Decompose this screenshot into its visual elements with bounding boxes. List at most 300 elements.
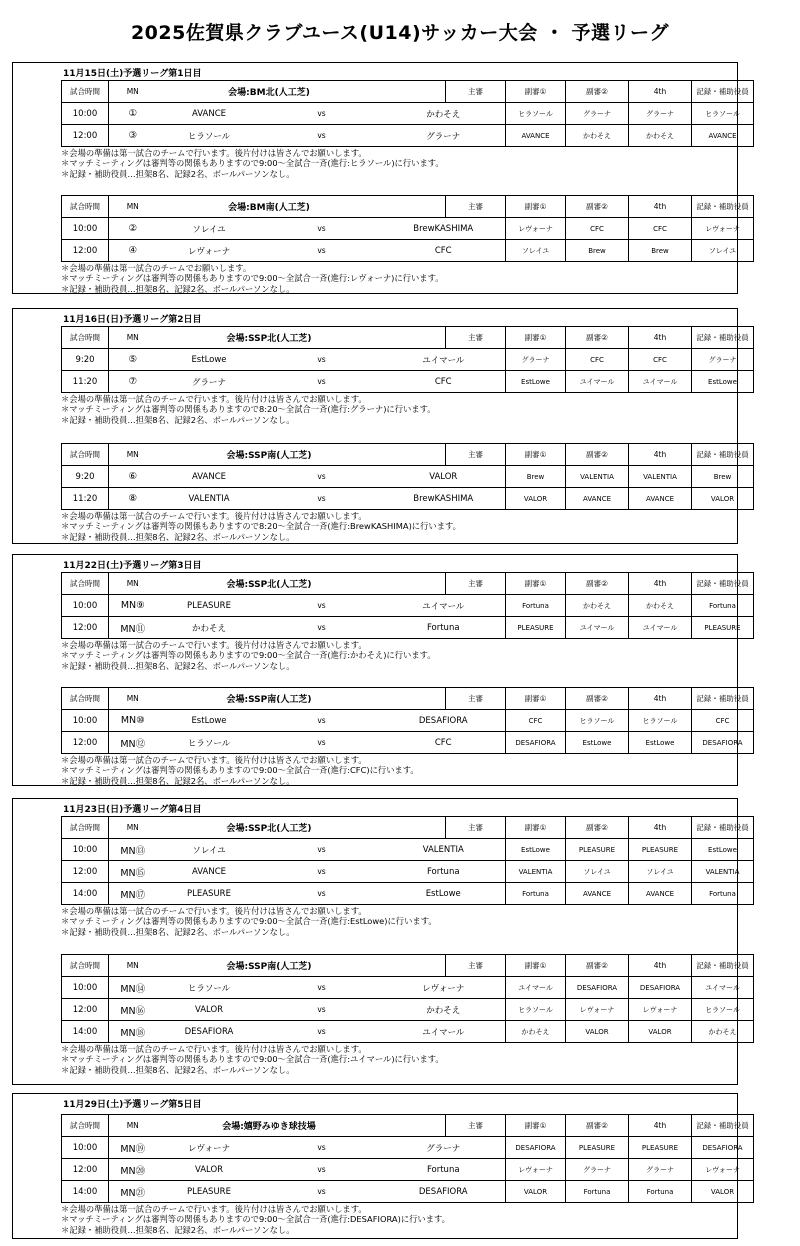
venue-name: 会場:BM北(人工芝) xyxy=(157,81,382,103)
note-line: ＊会場の準備は第一試合のチームで行います。後片付けは皆さんでお願いします。 xyxy=(61,906,367,916)
header-spacer xyxy=(382,81,446,103)
venue-block xyxy=(61,326,753,425)
home-team: ヒラソール xyxy=(157,977,262,999)
match-time: 10:00 xyxy=(62,977,109,999)
venue-notes xyxy=(61,148,753,179)
fourth-official: レヴォーナ xyxy=(692,1159,754,1181)
match-time: 12:00 xyxy=(62,732,109,754)
assistant-referee-1: Brew xyxy=(566,240,629,262)
assistant-referee-2: VALENTIA xyxy=(629,466,692,488)
vs-label: vs xyxy=(262,1181,382,1203)
assistant-referee-2: AVANCE xyxy=(629,883,692,905)
match-number: ⑦ xyxy=(109,371,157,393)
match-row xyxy=(62,861,754,883)
header-mn: MN xyxy=(109,327,157,349)
schedule-table xyxy=(61,954,754,1043)
header-row xyxy=(62,955,754,977)
assistant-referee-1: ユイマール xyxy=(566,617,629,639)
main-referee: VALENTIA xyxy=(506,861,566,883)
assistant-referee-2: ヒラソール xyxy=(629,710,692,732)
fourth-official: EstLowe xyxy=(692,371,754,393)
home-team: ソレイユ xyxy=(157,218,262,240)
match-number: ⑥ xyxy=(109,466,157,488)
header-mn: MN xyxy=(109,688,157,710)
match-time: 11:20 xyxy=(62,371,109,393)
assistant-referee-1: かわそえ xyxy=(566,125,629,147)
header-referee: 主審 xyxy=(446,327,506,349)
header-record: 記録・補助役員 xyxy=(692,81,754,103)
main-referee: ヒラソール xyxy=(506,999,566,1021)
assistant-referee-2: PLEASURE xyxy=(629,1137,692,1159)
match-time: 12:00 xyxy=(62,999,109,1021)
match-time: 11:20 xyxy=(62,488,109,510)
header-time: 試合時間 xyxy=(62,817,109,839)
assistant-referee-1: CFC xyxy=(566,218,629,240)
assistant-referee-2: Brew xyxy=(629,240,692,262)
fourth-official: かわそえ xyxy=(692,1021,754,1043)
venue-name: 会場:BM南(人工芝) xyxy=(157,196,382,218)
match-number: MN⑳ xyxy=(109,1159,157,1181)
schedule-table xyxy=(61,443,754,510)
header-mn: MN xyxy=(109,955,157,977)
away-team: ユイマール xyxy=(382,1021,506,1043)
header-time: 試合時間 xyxy=(62,81,109,103)
note-line: ＊記録・補助役員…担架8名、記録2名、ボールパーソンなし。 xyxy=(61,1064,295,1075)
venue-notes xyxy=(61,1044,753,1075)
match-row xyxy=(62,218,754,240)
assistant-referee-2: グラーナ xyxy=(629,1159,692,1181)
assistant-referee-1: PLEASURE xyxy=(566,1137,629,1159)
vs-label: vs xyxy=(262,861,382,883)
main-referee: Fortuna xyxy=(506,883,566,905)
header-assistant-1: 副審① xyxy=(506,573,566,595)
away-team: VALOR xyxy=(382,466,506,488)
note-line: ＊マッチミーティングは審判等の関係もありますので9:00～全試合一斉(進行:ヒラソール)に行います。 xyxy=(61,158,444,169)
venue-name: 会場:SSP北(人工芝) xyxy=(157,573,382,595)
header-time: 試合時間 xyxy=(62,573,109,595)
fourth-official: レヴォーナ xyxy=(692,218,754,240)
main-referee: PLEASURE xyxy=(506,617,566,639)
header-assistant-1: 副審① xyxy=(506,688,566,710)
schedule-table xyxy=(61,687,754,754)
match-time: 9:20 xyxy=(62,349,109,371)
main-referee: かわそえ xyxy=(506,1021,566,1043)
match-number: MN⑱ xyxy=(109,1021,157,1043)
match-time: 10:00 xyxy=(62,1137,109,1159)
header-time: 試合時間 xyxy=(62,955,109,977)
venue-name: 会場:SSP南(人工芝) xyxy=(157,955,382,977)
venue-notes xyxy=(61,755,753,786)
venue-block xyxy=(61,687,753,786)
venue-notes xyxy=(61,511,753,542)
page-title: 2025佐賀県クラブユース(U14)サッカー大会 ・ 予選リーグ xyxy=(130,22,670,44)
home-team: ソレイユ xyxy=(157,839,262,861)
match-row xyxy=(62,1181,754,1203)
note-line: ＊マッチミーティングは審判等の関係もありますので9:00～全試合一斉(進行:EstLowe)に行います。 xyxy=(61,916,437,927)
note-line: ＊マッチミーティングは審判等の関係もありますので8:20～全試合一斉(進行:グラーナ)に行います。 xyxy=(61,404,436,415)
match-number: ① xyxy=(109,103,157,125)
match-row xyxy=(62,732,754,754)
header-mn: MN xyxy=(109,444,157,466)
vs-label: vs xyxy=(262,466,382,488)
assistant-referee-2: AVANCE xyxy=(629,488,692,510)
header-row xyxy=(62,817,754,839)
day-title: 11月16日(日)予選リーグ第2日目 xyxy=(63,315,202,325)
header-record: 記録・補助役員 xyxy=(692,688,754,710)
note-line: ＊マッチミーティングは審判等の関係もありますので9:00～全試合一斉(進行:レヴォーナ)に行います。 xyxy=(61,273,444,284)
away-team: グラーナ xyxy=(382,125,506,147)
header-fourth: 4th xyxy=(629,1115,692,1137)
match-time: 14:00 xyxy=(62,1021,109,1043)
home-team: DESAFIORA xyxy=(157,1021,262,1043)
header-spacer xyxy=(382,327,446,349)
fourth-official: VALENTIA xyxy=(692,861,754,883)
vs-label: vs xyxy=(262,1159,382,1181)
note-line: ＊マッチミーティングは審判等の関係もありますので9:00～全試合一斉(進行:DESAFIORA)に行います。 xyxy=(61,1214,450,1225)
header-time: 試合時間 xyxy=(62,327,109,349)
fourth-official: ユイマール xyxy=(692,977,754,999)
match-time: 10:00 xyxy=(62,710,109,732)
vs-label: vs xyxy=(262,732,382,754)
schedule-table xyxy=(61,816,754,905)
venue-block xyxy=(61,195,753,294)
vs-label: vs xyxy=(262,349,382,371)
match-number: MN⑯ xyxy=(109,999,157,1021)
day-title: 11月29日(土)予選リーグ第5日目 xyxy=(63,1100,202,1110)
header-record: 記録・補助役員 xyxy=(692,196,754,218)
header-mn: MN xyxy=(109,573,157,595)
main-referee: レヴォーナ xyxy=(506,218,566,240)
header-row xyxy=(62,573,754,595)
header-row xyxy=(62,688,754,710)
header-assistant-2: 副審② xyxy=(566,1115,629,1137)
venue-block xyxy=(61,80,753,179)
away-team: Fortuna xyxy=(382,861,506,883)
assistant-referee-1: AVANCE xyxy=(566,488,629,510)
match-row xyxy=(62,839,754,861)
home-team: VALENTIA xyxy=(157,488,262,510)
match-number: ④ xyxy=(109,240,157,262)
note-line: ＊会場の準備は第一試合のチームで行います。後片付けは皆さんでお願いします。 xyxy=(61,1044,367,1054)
vs-label: vs xyxy=(262,839,382,861)
vs-label: vs xyxy=(262,488,382,510)
vs-label: vs xyxy=(262,977,382,999)
header-spacer xyxy=(382,573,446,595)
day-title: 11月15日(土)予選リーグ第1日目 xyxy=(63,69,202,79)
fourth-official: EstLowe xyxy=(692,839,754,861)
vs-label: vs xyxy=(262,1137,382,1159)
assistant-referee-1: ソレイユ xyxy=(566,861,629,883)
main-referee: Fortuna xyxy=(506,595,566,617)
match-time: 12:00 xyxy=(62,125,109,147)
main-referee: ソレイユ xyxy=(506,240,566,262)
away-team: かわそえ xyxy=(382,103,506,125)
home-team: PLEASURE xyxy=(157,595,262,617)
match-time: 10:00 xyxy=(62,839,109,861)
assistant-referee-1: グラーナ xyxy=(566,103,629,125)
header-assistant-2: 副審② xyxy=(566,955,629,977)
match-row xyxy=(62,1137,754,1159)
away-team: ユイマール xyxy=(382,349,506,371)
match-number: MN⑮ xyxy=(109,861,157,883)
away-team: Fortuna xyxy=(382,1159,506,1181)
away-team: かわそえ xyxy=(382,999,506,1021)
match-number: MN㉑ xyxy=(109,1181,157,1203)
fourth-official: Fortuna xyxy=(692,883,754,905)
schedule-table xyxy=(61,195,754,262)
header-time: 試合時間 xyxy=(62,444,109,466)
header-spacer xyxy=(382,817,446,839)
assistant-referee-2: EstLowe xyxy=(629,732,692,754)
note-line: ＊記録・補助役員…担架8名、記録2名、ボールパーソンなし。 xyxy=(61,283,295,294)
away-team: DESAFIORA xyxy=(382,1181,506,1203)
fourth-official: PLEASURE xyxy=(692,617,754,639)
header-spacer xyxy=(382,688,446,710)
assistant-referee-1: VALENTIA xyxy=(566,466,629,488)
home-team: レヴォーナ xyxy=(157,1137,262,1159)
vs-label: vs xyxy=(262,595,382,617)
away-team: BrewKASHIMA xyxy=(382,218,506,240)
assistant-referee-2: PLEASURE xyxy=(629,839,692,861)
note-line: ＊記録・補助役員…担架8名、記録2名、ボールパーソンなし。 xyxy=(61,926,295,937)
header-time: 試合時間 xyxy=(62,1115,109,1137)
note-line: ＊会場の準備は第一試合のチームで行います。後片付けは皆さんでお願いします。 xyxy=(61,511,367,521)
match-number: ⑧ xyxy=(109,488,157,510)
assistant-referee-2: ユイマール xyxy=(629,371,692,393)
vs-label: vs xyxy=(262,710,382,732)
header-referee: 主審 xyxy=(446,573,506,595)
away-team: VALENTIA xyxy=(382,839,506,861)
vs-label: vs xyxy=(262,883,382,905)
header-record: 記録・補助役員 xyxy=(692,1115,754,1137)
away-team: EstLowe xyxy=(382,883,506,905)
assistant-referee-2: ソレイユ xyxy=(629,861,692,883)
vs-label: vs xyxy=(262,371,382,393)
match-number: MN⑪ xyxy=(109,617,157,639)
assistant-referee-1: かわそえ xyxy=(566,595,629,617)
header-assistant-1: 副審① xyxy=(506,81,566,103)
header-assistant-2: 副審② xyxy=(566,327,629,349)
assistant-referee-1: AVANCE xyxy=(566,883,629,905)
header-referee: 主審 xyxy=(446,817,506,839)
note-line: ＊会場の準備は第一試合のチームで行います。後片付けは皆さんでお願いします。 xyxy=(61,640,367,650)
header-assistant-1: 副審① xyxy=(506,1115,566,1137)
header-fourth: 4th xyxy=(629,444,692,466)
venue-name: 会場:SSP南(人工芝) xyxy=(157,444,382,466)
day-section xyxy=(12,62,749,294)
home-team: かわそえ xyxy=(157,617,262,639)
header-mn: MN xyxy=(109,81,157,103)
venue-notes xyxy=(61,263,753,294)
note-line: ＊マッチミーティングは審判等の関係もありますので9:00～全試合一斉(進行:ユイマール)に行います。 xyxy=(61,1054,444,1065)
match-row xyxy=(62,710,754,732)
match-number: MN⑩ xyxy=(109,710,157,732)
schedule-table xyxy=(61,1114,754,1203)
fourth-official: ヒラソール xyxy=(692,999,754,1021)
venue-notes xyxy=(61,906,753,937)
venue-notes xyxy=(61,1204,753,1235)
home-team: EstLowe xyxy=(157,349,262,371)
assistant-referee-2: ユイマール xyxy=(629,617,692,639)
assistant-referee-2: VALOR xyxy=(629,1021,692,1043)
header-fourth: 4th xyxy=(629,573,692,595)
venue-name: 会場:SSP北(人工芝) xyxy=(157,327,382,349)
header-assistant-2: 副審② xyxy=(566,81,629,103)
header-assistant-2: 副審② xyxy=(566,817,629,839)
header-assistant-2: 副審② xyxy=(566,573,629,595)
header-record: 記録・補助役員 xyxy=(692,817,754,839)
main-referee: グラーナ xyxy=(506,349,566,371)
fourth-official: ソレイユ xyxy=(692,240,754,262)
header-referee: 主審 xyxy=(446,955,506,977)
note-line: ＊マッチミーティングは審判等の関係もありますので9:00～全試合一斉(進行:かわそえ)に行います。 xyxy=(61,650,436,661)
match-time: 14:00 xyxy=(62,883,109,905)
note-line: ＊記録・補助役員…担架8名、記録2名、ボールパーソンなし。 xyxy=(61,660,295,671)
header-row xyxy=(62,327,754,349)
match-number: ② xyxy=(109,218,157,240)
fourth-official: ヒラソール xyxy=(692,103,754,125)
match-row xyxy=(62,349,754,371)
venue-block xyxy=(61,816,753,937)
fourth-official: AVANCE xyxy=(692,125,754,147)
note-line: ＊会場の準備は第一試合のチームで行います。後片付けは皆さんでお願いします。 xyxy=(61,755,367,765)
match-row xyxy=(62,240,754,262)
match-time: 12:00 xyxy=(62,861,109,883)
match-row xyxy=(62,977,754,999)
header-row xyxy=(62,1115,754,1137)
venue-block xyxy=(61,954,753,1075)
vs-label: vs xyxy=(262,103,382,125)
match-time: 10:00 xyxy=(62,218,109,240)
vs-label: vs xyxy=(262,617,382,639)
assistant-referee-2: Fortuna xyxy=(629,1181,692,1203)
header-record: 記録・補助役員 xyxy=(692,573,754,595)
main-referee: ヒラソール xyxy=(506,103,566,125)
header-mn: MN xyxy=(109,817,157,839)
header-record: 記録・補助役員 xyxy=(692,955,754,977)
main-referee: Brew xyxy=(506,466,566,488)
assistant-referee-1: ユイマール xyxy=(566,371,629,393)
header-record: 記録・補助役員 xyxy=(692,444,754,466)
venue-block xyxy=(61,443,753,542)
assistant-referee-1: PLEASURE xyxy=(566,839,629,861)
fourth-official: Fortuna xyxy=(692,595,754,617)
match-number: MN⑰ xyxy=(109,883,157,905)
note-line: ＊マッチミーティングは審判等の関係もありますので9:00～全試合一斉(進行:CFC)に行います。 xyxy=(61,765,419,776)
main-referee: ユイマール xyxy=(506,977,566,999)
day-title: 11月23日(日)予選リーグ第4日目 xyxy=(63,805,202,815)
assistant-referee-1: レヴォーナ xyxy=(566,999,629,1021)
header-referee: 主審 xyxy=(446,1115,506,1137)
home-team: ヒラソール xyxy=(157,125,262,147)
header-mn: MN xyxy=(109,196,157,218)
fourth-official: グラーナ xyxy=(692,349,754,371)
home-team: ヒラソール xyxy=(157,732,262,754)
venue-notes xyxy=(61,394,753,425)
header-row xyxy=(62,444,754,466)
match-row xyxy=(62,103,754,125)
note-line: ＊会場の準備は第一試合のチームでお願いします。 xyxy=(61,263,252,273)
header-fourth: 4th xyxy=(629,955,692,977)
vs-label: vs xyxy=(262,999,382,1021)
vs-label: vs xyxy=(262,240,382,262)
assistant-referee-2: かわそえ xyxy=(629,595,692,617)
assistant-referee-2: DESAFIORA xyxy=(629,977,692,999)
note-line: ＊会場の準備は第一試合のチームで行います。後片付けは皆さんでお願いします。 xyxy=(61,148,367,158)
main-referee: VALOR xyxy=(506,488,566,510)
schedule-table xyxy=(61,326,754,393)
match-number: ⑤ xyxy=(109,349,157,371)
main-referee: DESAFIORA xyxy=(506,732,566,754)
match-time: 10:00 xyxy=(62,595,109,617)
header-fourth: 4th xyxy=(629,688,692,710)
away-team: Fortuna xyxy=(382,617,506,639)
venue-name: 会場:SSP北(人工芝) xyxy=(157,817,382,839)
match-time: 10:00 xyxy=(62,103,109,125)
venue-name: 会場:嬉野みゆき球技場 xyxy=(157,1115,382,1137)
match-time: 9:20 xyxy=(62,466,109,488)
match-number: MN⑨ xyxy=(109,595,157,617)
venue-notes xyxy=(61,640,753,671)
header-assistant-2: 副審② xyxy=(566,444,629,466)
match-row xyxy=(62,1021,754,1043)
match-number: MN⑫ xyxy=(109,732,157,754)
venue-block xyxy=(61,572,753,671)
match-number: MN⑲ xyxy=(109,1137,157,1159)
home-team: AVANCE xyxy=(157,103,262,125)
match-row xyxy=(62,466,754,488)
away-team: BrewKASHIMA xyxy=(382,488,506,510)
assistant-referee-1: CFC xyxy=(566,349,629,371)
header-referee: 主審 xyxy=(446,444,506,466)
match-row xyxy=(62,883,754,905)
note-line: ＊記録・補助役員…担架8名、記録2名、ボールパーソンなし。 xyxy=(61,414,295,425)
day-section xyxy=(12,798,749,1085)
note-line: ＊記録・補助役員…担架8名、記録2名、ボールパーソンなし。 xyxy=(61,775,295,786)
day-title: 11月22日(土)予選リーグ第3日目 xyxy=(63,561,202,571)
fourth-official: VALOR xyxy=(692,488,754,510)
assistant-referee-1: グラーナ xyxy=(566,1159,629,1181)
fourth-official: VALOR xyxy=(692,1181,754,1203)
day-section xyxy=(12,1093,749,1239)
header-time: 試合時間 xyxy=(62,196,109,218)
match-row xyxy=(62,999,754,1021)
header-fourth: 4th xyxy=(629,817,692,839)
home-team: VALOR xyxy=(157,999,262,1021)
away-team: ユイマール xyxy=(382,595,506,617)
note-line: ＊記録・補助役員…担架8名、記録2名、ボールパーソンなし。 xyxy=(61,1224,295,1235)
note-line: ＊記録・補助役員…担架8名、記録2名、ボールパーソンなし。 xyxy=(61,531,295,542)
header-referee: 主審 xyxy=(446,688,506,710)
header-record: 記録・補助役員 xyxy=(692,327,754,349)
home-team: グラーナ xyxy=(157,371,262,393)
match-number: ③ xyxy=(109,125,157,147)
assistant-referee-2: CFC xyxy=(629,218,692,240)
away-team: DESAFIORA xyxy=(382,710,506,732)
fourth-official: CFC xyxy=(692,710,754,732)
venue-block xyxy=(61,1114,753,1235)
vs-label: vs xyxy=(262,1021,382,1043)
assistant-referee-1: EstLowe xyxy=(566,732,629,754)
day-section xyxy=(12,554,749,786)
header-row xyxy=(62,196,754,218)
header-fourth: 4th xyxy=(629,327,692,349)
header-spacer xyxy=(382,1115,446,1137)
assistant-referee-1: VALOR xyxy=(566,1021,629,1043)
match-time: 12:00 xyxy=(62,617,109,639)
match-row xyxy=(62,371,754,393)
note-line: ＊会場の準備は第一試合のチームで行います。後片付けは皆さんでお願いします。 xyxy=(61,394,367,404)
